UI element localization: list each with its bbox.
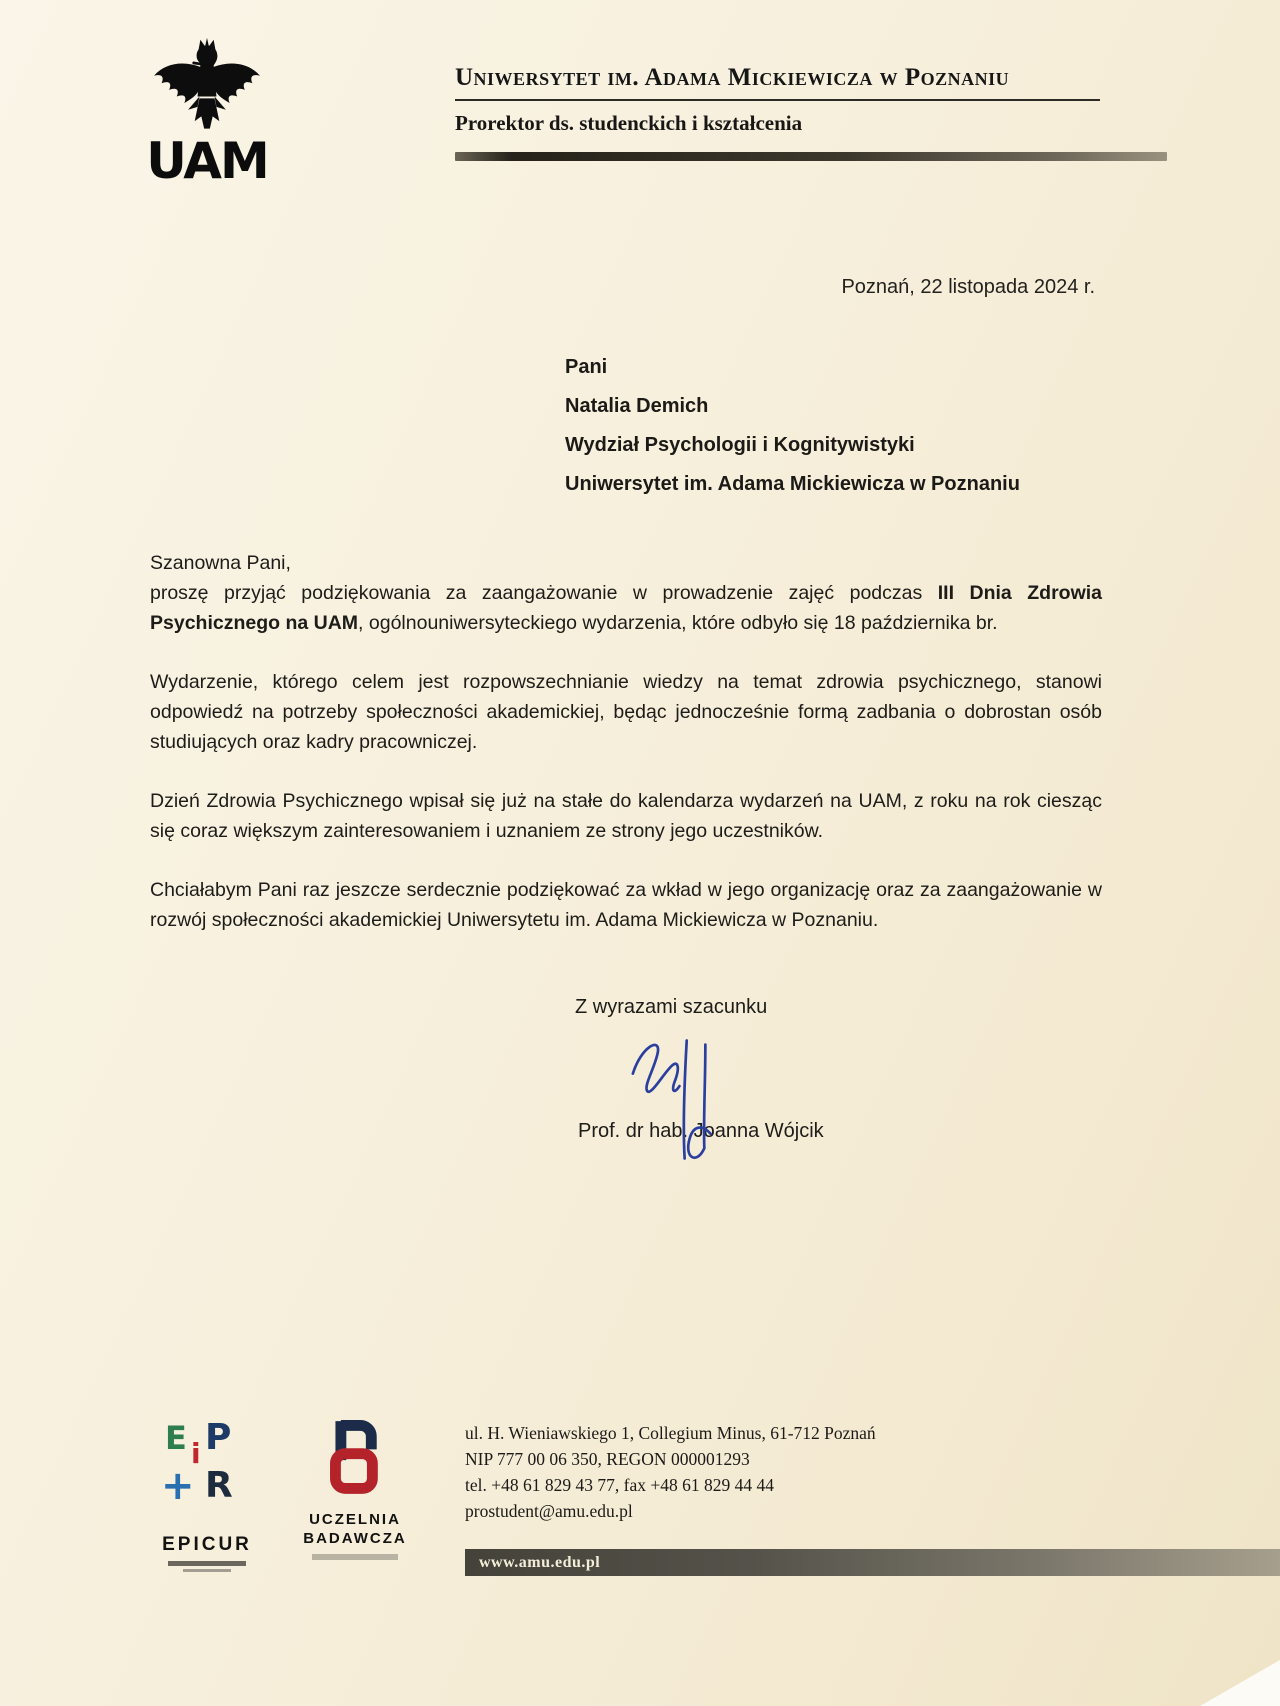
epicur-subtext-decoration xyxy=(168,1561,246,1566)
epicur-subtext-decoration xyxy=(183,1569,231,1572)
contact-address-block xyxy=(465,1420,876,1524)
recipient-line: Uniwersytet im. Adama Mickiewicza w Poznaniu xyxy=(565,473,1020,495)
epicur-label: EPICUR xyxy=(162,1534,252,1555)
recipient-line: Natalia Demich xyxy=(565,395,709,417)
paragraph-2: Wydarzenie, którego celem jest rozpowszechnianie wiedzy na temat zdrowia psychicznego, stanowi odpowiedź na potrzeby społeczności akademickiej, będąc jednocześnie formą zadbania o dobrostan osób studiujących oraz kadry pracowniczej. xyxy=(150,671,1102,753)
closing-phrase: Z wyrazami szacunku xyxy=(575,996,768,1018)
header-divider xyxy=(455,152,1167,161)
uczelnia-badawcza-subtext-decoration xyxy=(312,1554,398,1560)
letterhead xyxy=(455,64,1167,161)
address-line: ul. H. Wieniawskiego 1, Collegium Minus, 61-712 Poznań xyxy=(465,1423,876,1443)
recipient-line: Wydział Psychologii i Kognitywistyki xyxy=(565,434,915,456)
letter-body xyxy=(150,548,1102,964)
recipient-block xyxy=(565,348,1020,504)
epicur-logo-icon: E P i + R xyxy=(161,1417,233,1509)
salutation: Szanowna Pani, xyxy=(150,552,291,574)
website-bar xyxy=(465,1549,1280,1576)
paragraph-4: Chciałabym Pani raz jeszcze serdecznie podziękować za wkład w jego organizację oraz za zaangażowanie w rozwój społeczności akademickiej Uniwersytetu im. Adama Mickiewicza w Poznaniu. xyxy=(150,879,1102,931)
uczelnia-badawcza-icon xyxy=(317,1414,393,1502)
event-name-bold: III Dnia Zdrowia Psychicznego na UAM xyxy=(150,582,1102,634)
paragraph-1-text: , ogólnouniwersyteckiego wydarzenia, które odbyło się 18 października br. xyxy=(358,612,998,634)
office-title: Prorektor ds. studenckich i kształcenia xyxy=(455,111,803,135)
uczelnia-badawcza-label: UCZELNIA BADAWCZA xyxy=(303,1511,407,1547)
paragraph-3: Dzień Zdrowia Psychicznego wpisał się już na stałe do kalendarza wydarzeń na UAM, z roku na rok ciesząc się coraz większym zainteresowaniem i uznaniem ze strony jego uczestników. xyxy=(150,790,1102,842)
uczelnia-badawcza-logo xyxy=(300,1414,410,1560)
handwritten-signature-icon xyxy=(618,1026,743,1171)
recipient-line: Pani xyxy=(565,356,608,378)
date-line: Poznań, 22 listopada 2024 r. xyxy=(841,276,1095,298)
university-name: Uniwersytet im. Adama Mickiewicza w Poznaniu xyxy=(455,64,1100,101)
uam-eagle-icon xyxy=(148,36,266,140)
paragraph-1 xyxy=(150,548,1102,638)
epicur-logo xyxy=(148,1417,266,1572)
signer-name: Prof. dr hab. Joanna Wójcik xyxy=(578,1120,824,1142)
email-line: prostudent@amu.edu.pl xyxy=(465,1501,633,1521)
address-line: NIP 777 00 06 350, REGON 000001293 xyxy=(465,1449,750,1469)
website-url: www.amu.edu.pl xyxy=(479,1553,601,1571)
scan-edge-artifact xyxy=(1200,1660,1280,1706)
uam-logo xyxy=(142,36,272,190)
paragraph-1-text: proszę przyjąć podziękowania za zaangażowanie w prowadzenie zajęć podczas xyxy=(150,582,938,604)
address-line: tel. +48 61 829 43 77, fax +48 61 829 44 44 xyxy=(465,1475,774,1495)
uam-logo-text: UAM xyxy=(146,132,268,190)
